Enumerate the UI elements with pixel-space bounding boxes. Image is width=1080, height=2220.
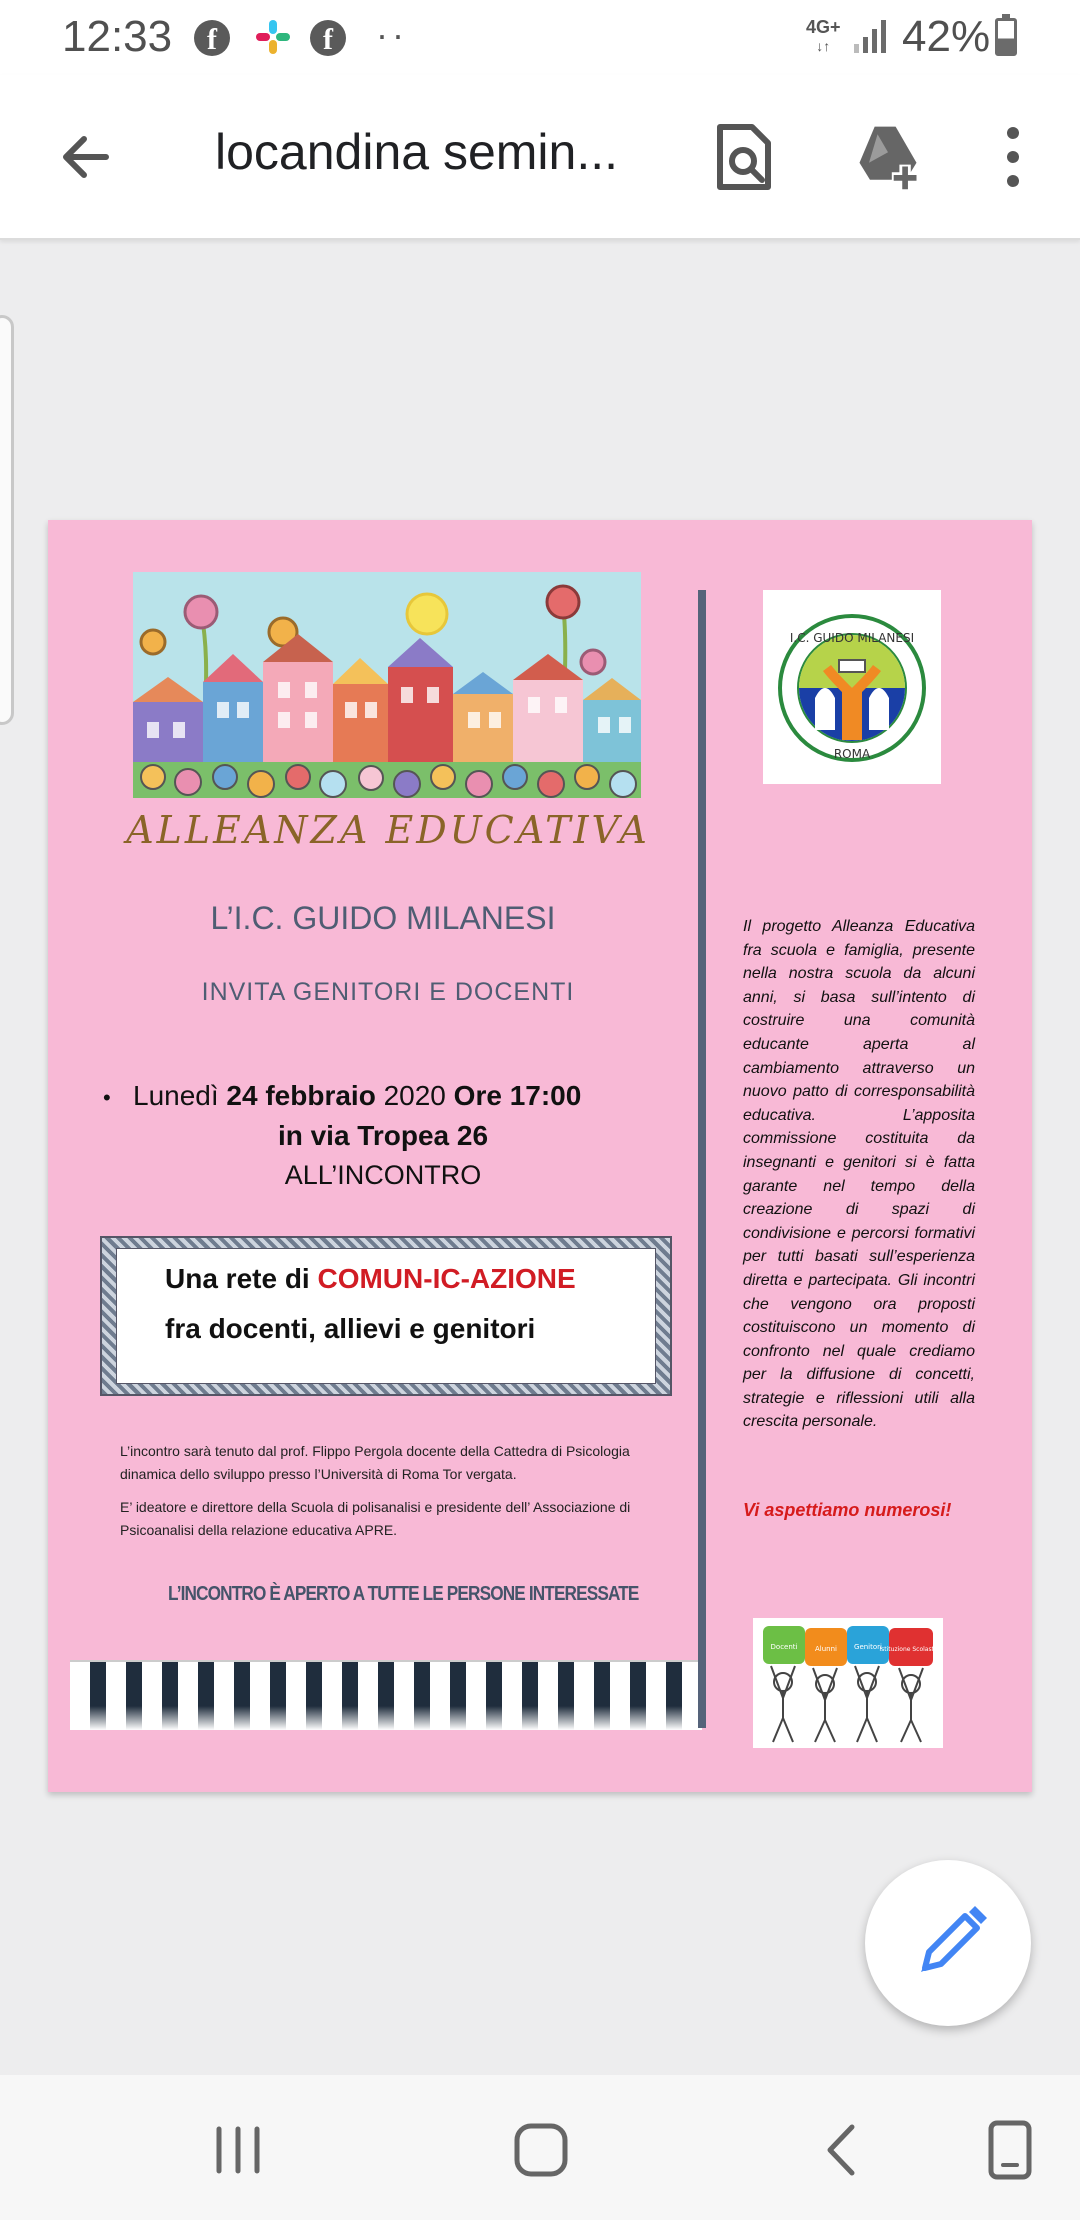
puzzle-label: Genitori xyxy=(854,1643,882,1651)
poster-incontro: ALL’INCONTRO xyxy=(284,1160,482,1190)
recents-icon[interactable] xyxy=(203,2115,273,2185)
poster-highlight-frame xyxy=(100,1236,672,1396)
back-arrow-icon[interactable] xyxy=(50,121,122,193)
facebook-icon: f xyxy=(310,20,346,56)
open-to-all-notice: L’INCONTRO È APERTO A TUTTE LE PERSONE INTERESSATE xyxy=(168,1583,639,1605)
signal-icon xyxy=(852,18,892,54)
battery-percent: 42% xyxy=(902,12,991,61)
puzzle-label: Istituzione Scolastica xyxy=(879,1646,943,1653)
speaker-info: L’incontro sarà tenuto dal prof. Flippo Pergola docente della Cattedra di Psicologia dinamica dello sviluppo presso l’Università di Roma Tor vergata. xyxy=(120,1443,630,1482)
speaker-bio: E’ ideatore e direttore della Scuola di polisanalisi e presidente dell’ Associazione di Psicoanalisi della relazione educativa APRE. xyxy=(120,1499,631,1538)
poster-document xyxy=(48,520,1032,1792)
school-logo xyxy=(763,590,941,784)
poster-invite: INVITA GENITORI E DOCENTI xyxy=(201,978,575,1006)
poster-headline: ALLEANZA EDUCATIVA xyxy=(126,808,650,852)
rotate-icon[interactable] xyxy=(975,2115,1045,2185)
home-icon[interactable] xyxy=(506,2115,576,2185)
frame-title: Una rete di COMUN-IC-AZIONE xyxy=(165,1263,576,1294)
add-to-drive-icon[interactable] xyxy=(850,119,926,195)
back-icon[interactable] xyxy=(808,2115,878,2185)
poster-address: in via Tropea 26 xyxy=(277,1120,489,1151)
slack-icon xyxy=(254,18,292,56)
poster-divider xyxy=(698,590,706,1728)
app-bar xyxy=(0,75,1080,240)
more-vert-icon[interactable] xyxy=(975,119,1051,195)
project-description: Il progetto Alleanza Educativa fra scuola e famiglia, presente nella nostra scuola da alcuni anni, si basa sull’intento di costruire una comunità educante aperta al cambiamento attraverso un nuovo patto di corresponsabilità educativa. L’apposita commissione costituita da insegnanti e genitori si è fatta garante nel tempo della creazione di spazi di condivisione e percorsi formativi per tutti basati sull’esperienza diretta e partecipata. Gli incontri che vengono ora proposti costituiscono un momento di confronto nel quale crediamo per la diffusione di concetti, strategie e riflessioni utili alla crescita personale. xyxy=(743,918,975,1431)
puzzle-illustration xyxy=(753,1618,943,1748)
document-title: locandina semin... xyxy=(215,124,619,180)
closing-message: Vi aspettiamo numerosi! xyxy=(743,1500,952,1520)
poster-date: • Lunedì 24 febbraio 2020 Ore 17:00 xyxy=(103,1080,582,1111)
puzzle-label: Alunni xyxy=(815,1645,837,1653)
battery-icon xyxy=(995,18,1017,56)
houses-illustration xyxy=(133,572,641,798)
facebook-icon: f xyxy=(194,20,230,56)
page-scroll-handle[interactable] xyxy=(0,315,14,725)
puzzle-label: Docenti xyxy=(770,1643,798,1651)
logo-text-top: I.C. GUIDO MILANESI xyxy=(789,631,915,645)
logo-text-bottom: ROMA xyxy=(833,747,871,761)
piano-keys-decoration xyxy=(70,1660,702,1730)
find-in-page-icon[interactable] xyxy=(706,119,782,195)
status-time: 12:33 xyxy=(62,12,173,61)
network-type: 4G+ ↓↑ xyxy=(806,17,841,54)
system-nav-bar xyxy=(0,2075,1080,2220)
edit-pencil-icon xyxy=(865,1860,1031,2026)
more-notifications-icon: ·· xyxy=(376,14,408,55)
status-bar xyxy=(0,0,1080,75)
poster-organization: L’I.C. GUIDO MILANESI xyxy=(210,900,556,936)
edit-fab-button[interactable] xyxy=(865,1860,1031,2026)
frame-subtitle: fra docenti, allievi e genitori xyxy=(165,1313,536,1344)
